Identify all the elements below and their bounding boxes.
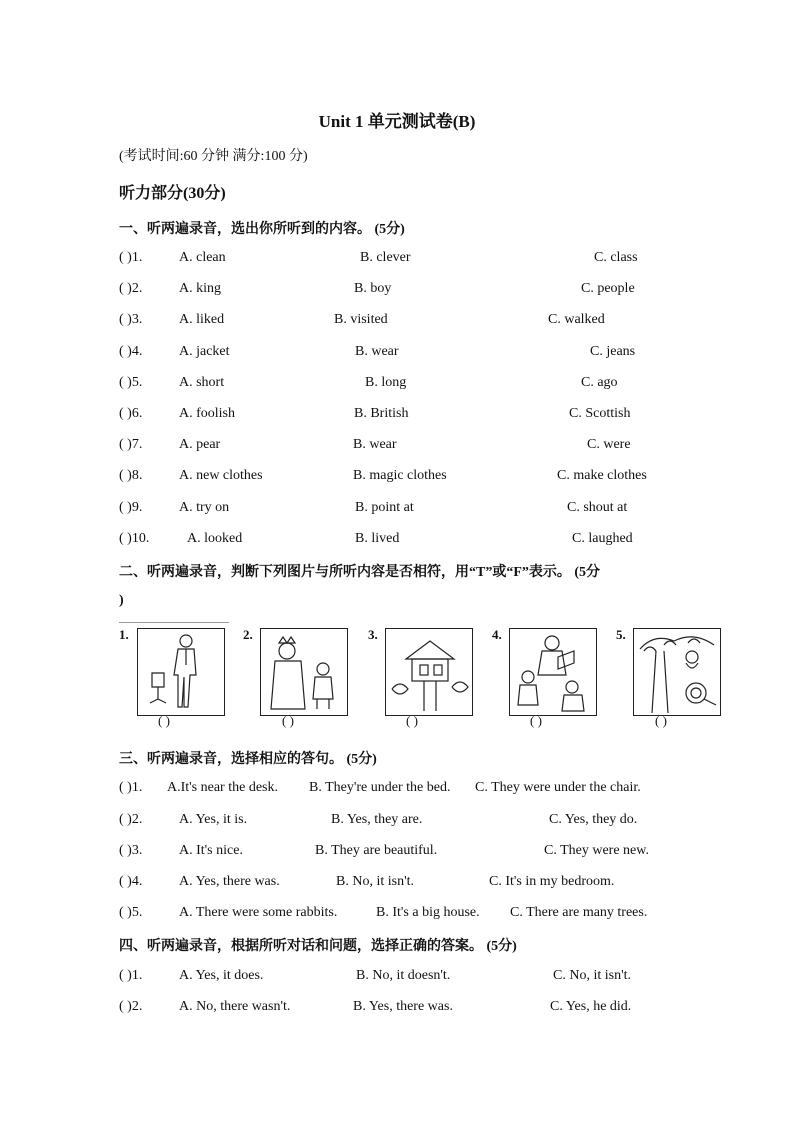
answer-bracket[interactable]: ( )6. (119, 406, 143, 421)
question-row (0, 905, 794, 925)
answer-bracket[interactable]: ( )2. (119, 999, 143, 1014)
section-4-heading: 四、听两遍录音，根据所听对话和问题，选择正确的答案。 (5分) (119, 939, 517, 954)
option-b: B. No, it doesn't. (356, 968, 451, 983)
question-row (0, 843, 794, 863)
section-3-heading: 三、听两遍录音，选择相应的答句。 (5分) (119, 752, 377, 767)
picture-answer-bracket[interactable]: ( ) (406, 713, 418, 728)
option-c: C. walked (548, 312, 605, 327)
option-a: A. foolish (179, 406, 235, 421)
option-c: C. class (594, 250, 638, 265)
option-b: B. Yes, there was. (353, 999, 453, 1014)
option-b: B. wear (353, 437, 397, 452)
option-a: A. Yes, it is. (179, 812, 248, 827)
answer-bracket[interactable]: ( )5. (119, 375, 143, 390)
option-c: C. Scottish (569, 406, 631, 421)
question-row (0, 281, 794, 301)
answer-bracket[interactable]: ( )3. (119, 843, 143, 858)
man-standing-with-chair-icon (137, 628, 225, 716)
answer-bracket[interactable]: ( )4. (119, 344, 143, 359)
option-a: A. No, there wasn't. (179, 999, 291, 1014)
option-b: B. point at (355, 500, 414, 515)
option-b: B. long (365, 375, 407, 390)
option-a: A. new clothes (179, 468, 263, 483)
question-row (0, 531, 794, 551)
exam-info: (考试时间:60 分钟 满分:100 分) (119, 149, 308, 164)
option-a: A. pear (179, 437, 221, 452)
option-b: B. wear (355, 344, 399, 359)
option-b: B. No, it isn't. (336, 874, 414, 889)
king-and-boy-icon (260, 628, 348, 716)
option-b: B. They are beautiful. (315, 843, 438, 858)
option-c: C. make clothes (557, 468, 647, 483)
option-a: A. jacket (179, 344, 230, 359)
answer-bracket[interactable]: ( )10. (119, 531, 150, 546)
option-a: A.It's near the desk. (167, 780, 278, 795)
option-c: C. laughed (572, 531, 633, 546)
answer-bracket[interactable]: ( )3. (119, 312, 143, 327)
woman-reading-to-children-icon (509, 628, 597, 716)
answer-bracket[interactable]: ( )7. (119, 437, 143, 452)
option-b: B. magic clothes (353, 468, 447, 483)
option-b: B. visited (334, 312, 388, 327)
picture-answer-bracket[interactable]: ( ) (158, 713, 170, 728)
option-c: C. There are many trees. (510, 905, 648, 920)
answer-bracket[interactable]: ( )2. (119, 281, 143, 296)
option-b: B. Yes, they are. (331, 812, 423, 827)
divider (119, 622, 229, 623)
option-a: A. king (179, 281, 221, 296)
option-b: B. clever (360, 250, 411, 265)
option-c: C. people (581, 281, 635, 296)
question-row (0, 406, 794, 426)
page-title: Unit 1 单元测试卷(B) (318, 112, 476, 131)
picture-number: 4. (492, 627, 502, 642)
option-c: C. No, it isn't. (553, 968, 631, 983)
option-a: A. short (179, 375, 225, 390)
option-c: C. Yes, he did. (550, 999, 632, 1014)
answer-bracket[interactable]: ( )5. (119, 905, 143, 920)
answer-bracket[interactable]: ( )1. (119, 968, 143, 983)
question-row (0, 968, 794, 988)
option-c: C. Yes, they do. (549, 812, 638, 827)
answer-bracket[interactable]: ( )2. (119, 812, 143, 827)
treehouse-icon (385, 628, 473, 716)
option-c: C. They were new. (544, 843, 649, 858)
option-a: A. try on (179, 500, 230, 515)
option-b: B. lived (355, 531, 400, 546)
section-2-heading: 二、听两遍录音，判断下列图片与所听内容是否相符，用“T”或“F”表示。 (5分 (119, 565, 601, 580)
answer-bracket[interactable]: ( )4. (119, 874, 143, 889)
picture-answer-bracket[interactable]: ( ) (530, 713, 542, 728)
option-c: C. They were under the chair. (475, 780, 641, 795)
section-2-heading-tail: ) (119, 593, 124, 608)
option-a: A. Yes, it does. (179, 968, 264, 983)
monkey-and-lion-tree-icon (633, 628, 721, 716)
question-row (0, 250, 794, 270)
part-label: 听力部分(30分) (119, 185, 226, 202)
question-row (0, 500, 794, 520)
option-c: C. were (587, 437, 631, 452)
question-row (0, 812, 794, 832)
option-c: C. jeans (590, 344, 636, 359)
picture-answer-bracket[interactable]: ( ) (655, 713, 667, 728)
option-c: C. It's in my bedroom. (489, 874, 615, 889)
option-a: A. liked (179, 312, 225, 327)
question-row (0, 344, 794, 364)
question-row (0, 312, 794, 332)
picture-number: 2. (243, 627, 253, 642)
answer-bracket[interactable]: ( )1. (119, 250, 143, 265)
option-b: B. They're under the bed. (309, 780, 451, 795)
option-c: C. ago (581, 375, 618, 390)
option-b: B. It's a big house. (376, 905, 480, 920)
answer-bracket[interactable]: ( )9. (119, 500, 143, 515)
question-row (0, 874, 794, 894)
answer-bracket[interactable]: ( )1. (119, 780, 143, 795)
answer-bracket[interactable]: ( )8. (119, 468, 143, 483)
picture-number: 5. (616, 627, 626, 642)
option-a: A. looked (187, 531, 243, 546)
option-a: A. There were some rabbits. (179, 905, 338, 920)
option-a: A. It's nice. (179, 843, 243, 858)
question-row (0, 999, 794, 1019)
question-row (0, 780, 794, 800)
picture-number: 1. (119, 627, 129, 642)
option-a: A. Yes, there was. (179, 874, 280, 889)
section-1-heading: 一、听两遍录音，选出你所听到的内容。 (5分) (119, 222, 405, 237)
option-a: A. clean (179, 250, 226, 265)
question-row (0, 375, 794, 395)
picture-answer-bracket[interactable]: ( ) (282, 713, 294, 728)
option-b: B. boy (354, 281, 392, 296)
option-b: B. British (354, 406, 409, 421)
option-c: C. shout at (567, 500, 628, 515)
question-row (0, 468, 794, 488)
picture-number: 3. (368, 627, 378, 642)
question-row (0, 437, 794, 457)
